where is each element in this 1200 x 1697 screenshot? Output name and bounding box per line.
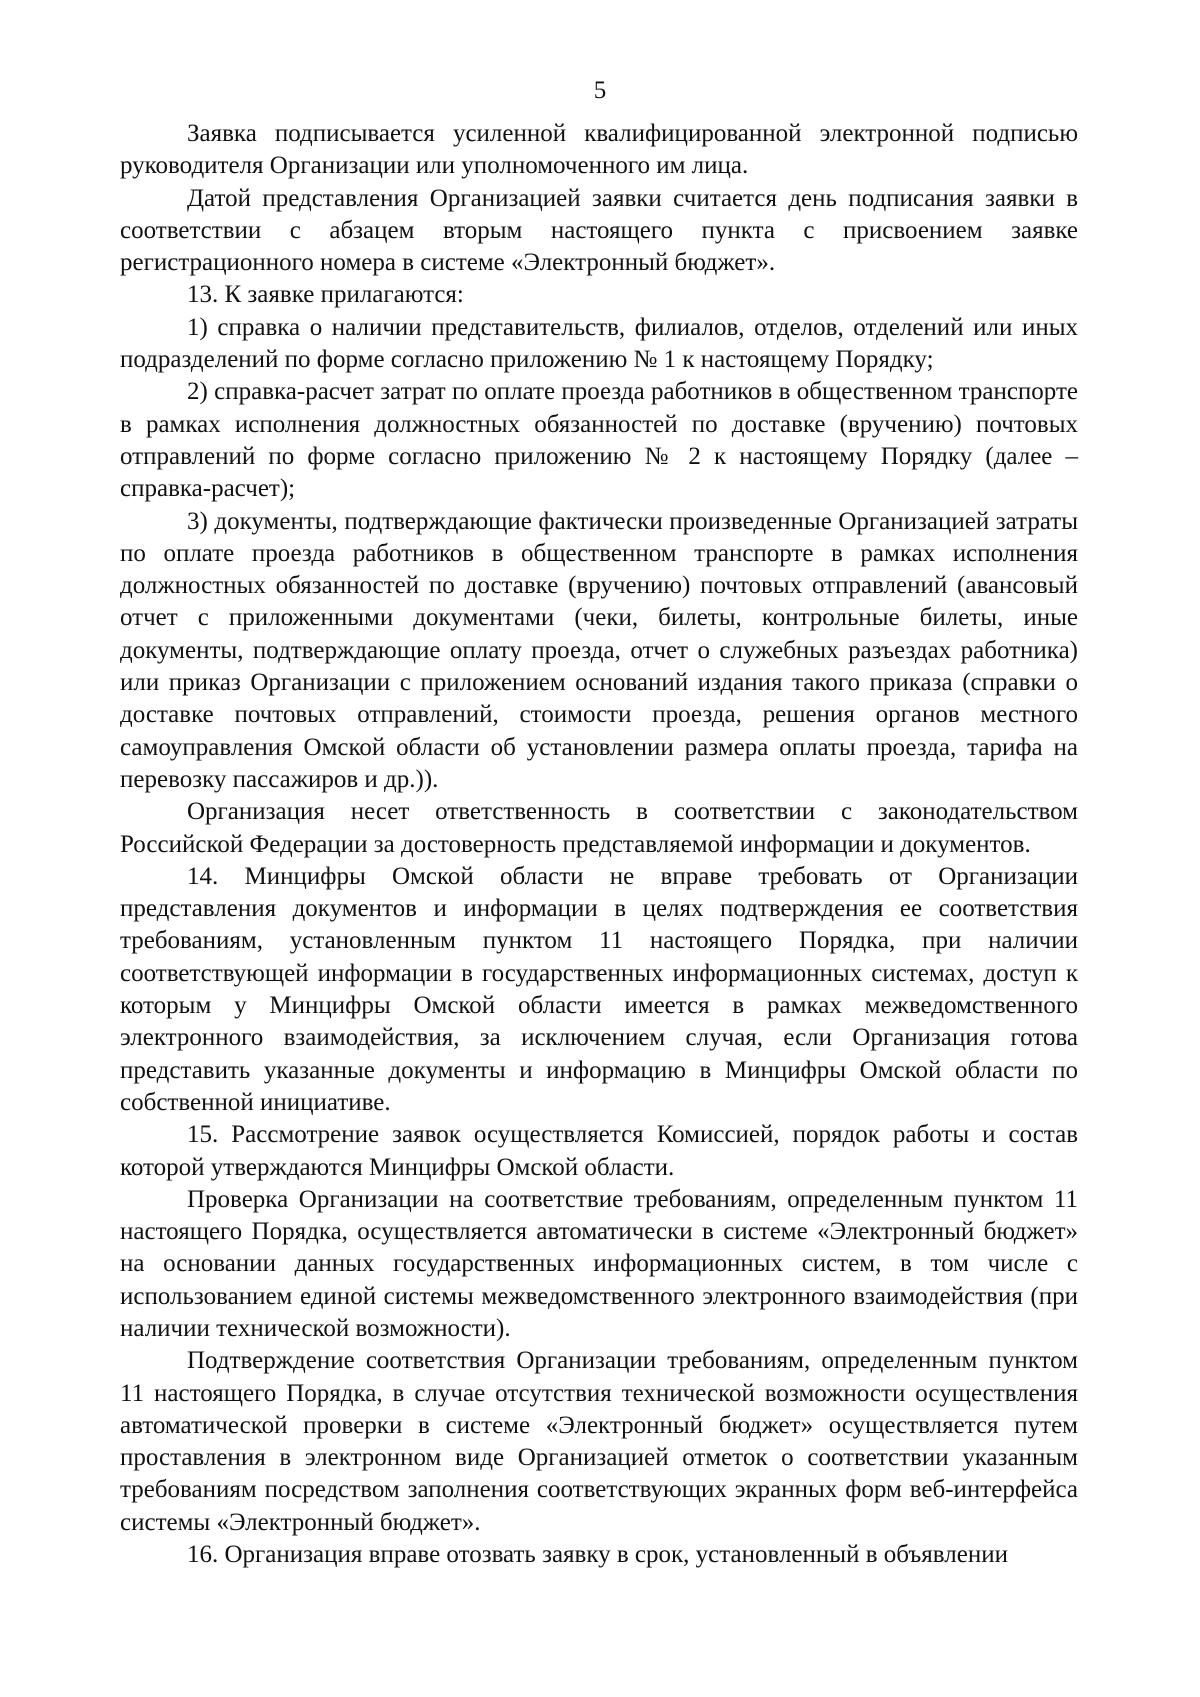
paragraph-item-15: 15. Рассмотрение заявок осуществляется Комиссией, порядок работы и состав которой утверждаются Минцифры Омской области. <box>120 1121 1078 1181</box>
paragraph-manual-confirmation: Подтверждение соответствия Организации требованиям, определенным пунктом 11 настоящего Порядка, в случае отсутствия технической возможности осуществления автоматической проверки в системе «Электронный бюджет» осуществляется путем проставления в электронном виде Организацией отметок о соответствии указанным требованиям посредством заполнения соответствующих экранных форм веб-интерфейса системы «Электронный бюджет». <box>120 1347 1078 1536</box>
page-number: 5 <box>593 77 607 104</box>
paragraph-submission-date: Датой представления Организацией заявки считается день подписания заявки в соответствии с абзацем вторым настоящего пункта с присвоением заявке регистрационного номера в системе «Электронный бюджет». <box>120 184 1078 277</box>
paragraph-item-14: 14. Минцифры Омской области не вправе требовать от Организации представления документов и информации в целях подтверждения ее соответствия требованиям, установленным пунктом 11 настоящего Порядка, при наличии соответствующей информации в государственных информационных системах, доступ к которым у Минцифры Омской области имеется в рамках межведомственного электронного взаимодействия, за исключением случая, если Организация готова представить указанные документы и информацию в Минцифры Омской области по собственной инициативе. <box>120 862 1078 1116</box>
paragraph-signature-requirement: Заявка подписывается усиленной квалифицированной электронной подписью руководителя Организации или уполномоченного им лица. <box>120 120 1078 180</box>
paragraph-item-13-3: 3) документы, подтверждающие фактически произведенные Организацией затраты по оплате проезда работников в общественном транспорте в рамках исполнения должностных обязанностей по доставке (вручению) почтовых отправлений (авансовый отчет с приложенными документами (чеки, билеты, контрольные билеты, иные документы, подтверждающие оплату проезда, отчет о служебных разъездах работника) или приказ Организации с приложением оснований издания такого приказа (справки о доставке почтовых отправлений, стоимости проезда, решения органов местного самоуправления Омской области об установлении размера оплаты проезда, тарифа на перевозку пассажиров и др.)). <box>120 507 1078 793</box>
paragraph-item-13-heading: 13. К заявке прилагаются: <box>187 281 464 309</box>
paragraph-automatic-check: Проверка Организации на соответствие требованиям, определенным пунктом 11 настоящего Порядка, осуществляется автоматически в системе «Электронный бюджет» на основании данных государственных информационных систем, в том числе с использованием единой системы межведомственного электронного взаимодействия (при наличии технической возможности). <box>120 1185 1078 1342</box>
document-body <box>120 118 1078 1571</box>
paragraph-item-13-2: 2) справка-расчет затрат по оплате проезда работников в общественном транспорте в рамках исполнения должностных обязанностей по доставке (вручению) почтовых отправлений по форме согласно приложению № 2 к настоящему Порядку (далее – справка-расчет); <box>120 378 1078 503</box>
paragraph-item-13-1: 1) справка о наличии представительств, филиалов, отделов, отделений или иных подразделений по форме согласно приложению № 1 к настоящему Порядку; <box>120 313 1078 374</box>
paragraph-responsibility: Организация несет ответственность в соответствии с законодательством Российской Федерации за достоверность представляемой информации и документов. <box>120 798 1078 858</box>
paragraph-item-16: 16. Организация вправе отозвать заявку в срок, установленный в объявлении <box>187 1541 1008 1569</box>
